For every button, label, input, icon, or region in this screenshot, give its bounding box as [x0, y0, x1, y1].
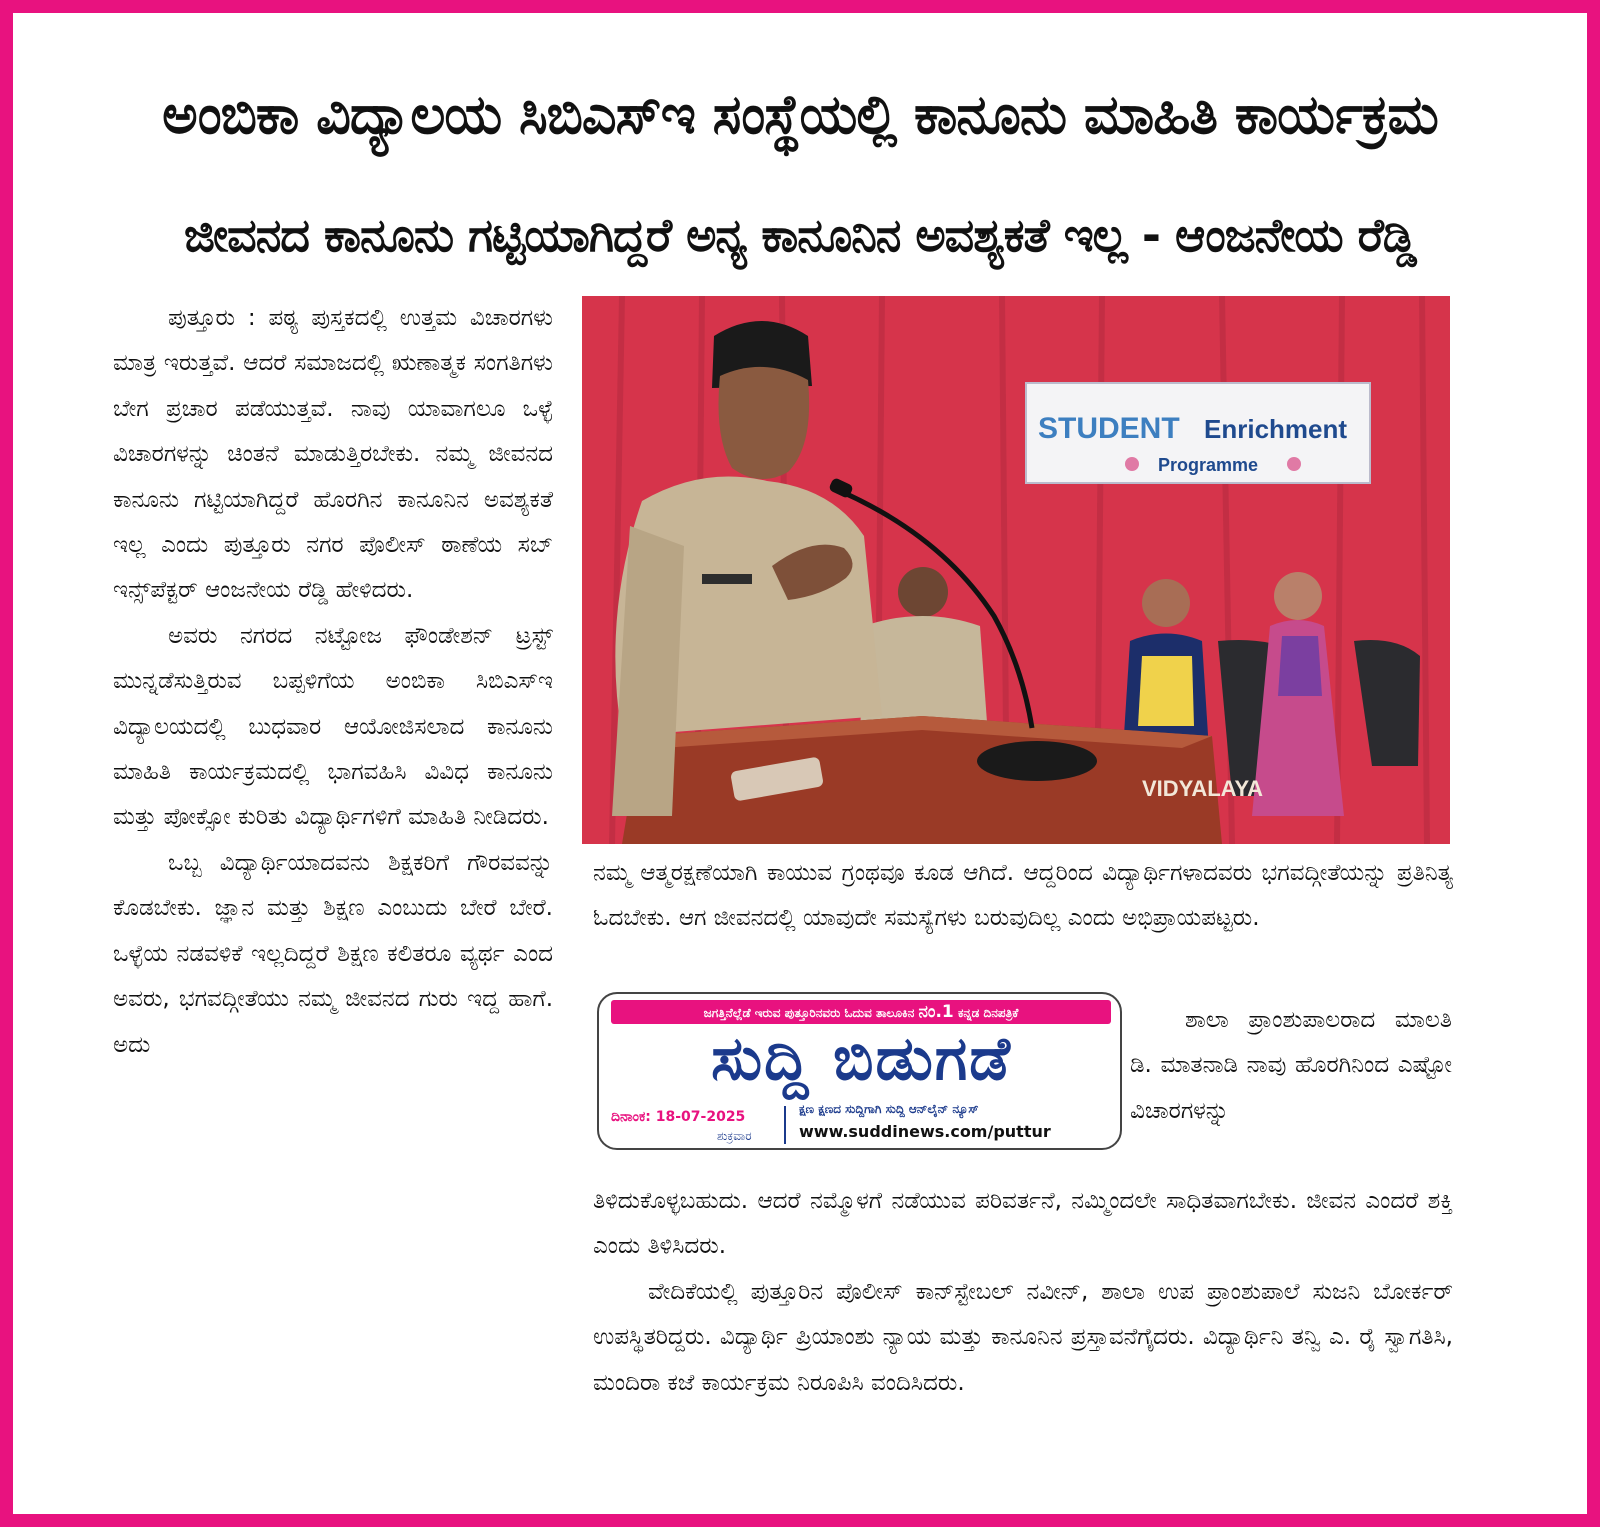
article-beside-logo	[1130, 998, 1452, 1134]
article-paragraph-6: ತಿಳಿದುಕೊಳ್ಳಬಹುದು. ಆದರೆ ನಮ್ಮೊಳಗೆ ನಡೆಯುವ ಪರಿವರ್ತನೆ, ನಮ್ಮಿಂದಲೇ ಸಾಧಿತವಾಗಬೇಕು. ಜೀವನ ಎಂದರೆ ಶಕ್ತಿ ಎಂದು ತಿಳಿಸಿದರು.	[593, 1188, 1453, 1260]
subheadline: ಜೀವನದ ಕಾನೂನು ಗಟ್ಟಿಯಾಗಿದ್ದರೆ ಅನ್ಯ ಕಾನೂನಿನ ಅವಶ್ಯಕತೆ ಇಲ್ಲ - ಆಂಜನೇಯ ರೆಡ್ಡಿ	[184, 208, 1416, 262]
logo-url: www.suddinews.com/puttur	[799, 1122, 1051, 1141]
logo-online-tag: ಕ್ಷಣ ಕ್ಷಣದ ಸುದ್ದಿಗಾಗಿ ಸುದ್ದಿ ಆನ್‌ಲೈನ್ ನ್ಯೂಸ್	[799, 1102, 979, 1116]
article-paragraph-2: ಅವರು ನಗರದ ನಟ್ಟೋಜ ಫೌಂಡೇಶನ್ ಟ್ರಸ್ಟ್ ಮುನ್ನಡೆಸುತ್ತಿರುವ ಬಪ್ಪಳಿಗೆಯ ಅಂಬಿಕಾ ಸಿಬಿಎಸ್‌ಇ ವಿದ್ಯಾಲಯದಲ್ಲಿ ಬುಧವಾರ ಆಯೋಜಿಸಲಾದ ಕಾನೂನು ಮಾಹಿತಿ ಕಾರ್ಯಕ್ರಮದಲ್ಲಿ ಭಾಗವಹಿಸಿ ವಿವಿಧ ಕಾನೂನು ಮತ್ತು ಪೋಕ್ಸೋ ಕುರಿತು ವಿದ್ಯಾರ್ಥಿಗಳಿಗೆ ಮಾಹಿತಿ ನೀಡಿದರು.	[113, 622, 553, 831]
newspaper-logo	[597, 992, 1122, 1150]
banner-text-enrichment: Enrichment	[1204, 414, 1348, 444]
podium-text: VIDYALAYA	[1142, 776, 1264, 801]
article-left-column	[113, 296, 553, 1068]
logo-tagline-post: ಕನ್ನಡ ದಿನಪತ್ರಿಕೆ	[957, 1006, 1019, 1020]
newspaper-clipping	[13, 13, 1587, 1514]
article-right-bottom	[593, 1179, 1453, 1406]
headline: ಅಂಬಿಕಾ ವಿದ್ಯಾಲಯ ಸಿಬಿಎಸ್‌ಇ ಸಂಸ್ಥೆಯಲ್ಲಿ ಕಾನೂನು ಮಾಹಿತಿ ಕಾರ್ಯಕ್ರಮ	[162, 83, 1438, 146]
logo-title: ಸುದ್ದಿ ಬಿಡುಗಡೆ	[711, 1024, 1012, 1094]
article-continuation	[593, 851, 1453, 942]
event-photo	[582, 296, 1450, 844]
banner-text-programme: Programme	[1158, 455, 1259, 475]
logo-date: ದಿನಾಂಕ: 18-07-2025	[611, 1109, 746, 1125]
article-paragraph-7: ವೇದಿಕೆಯಲ್ಲಿ ಪುತ್ತೂರಿನ ಪೊಲೀಸ್ ಕಾನ್‌ಸ್ಟೇಬಲ್ ನವೀನ್, ಶಾಲಾ ಉಪ ಪ್ರಾಂಶುಪಾಲೆ ಸುಜನಿ ಬೋರ್ಕರ್ ಉಪಸ್ಥಿತರಿದ್ದರು. ವಿದ್ಯಾರ್ಥಿ ಪ್ರಿಯಾಂಶು ನ್ಯಾಯ ಮತ್ತು ಕಾನೂನಿನ ಪ್ರಸ್ತಾವನೆಗೈದರು. ವಿದ್ಯಾರ್ಥಿನಿ ತನ್ವಿ ಎ. ರೈ ಸ್ವಾಗತಿಸಿ, ಮಂದಿರಾ ಕಜೆ ಕಾರ್ಯಕ್ರಮ ನಿರೂಪಿಸಿ ವಂದಿಸಿದರು.	[593, 1278, 1453, 1396]
logo-tagline-pre: ಜಗತ್ತಿನೆಲ್ಲೆಡೆ ಇರುವ ಪುತ್ತೂರಿನವರು ಓದುವ ತಾಲೂಕಿನ	[703, 1006, 915, 1020]
article-paragraph-4: ನಮ್ಮ ಆತ್ಮರಕ್ಷಣೆಯಾಗಿ ಕಾಯುವ ಗ್ರಂಥವೂ ಕೂಡ ಆಗಿದೆ. ಆದ್ದರಿಂದ ವಿದ್ಯಾರ್ಥಿಗಳಾದವರು ಭಗವದ್ಗೀತೆಯನ್ನು ಪ್ರತಿನಿತ್ಯ ಓದಬೇಕು. ಆಗ ಜೀವನದಲ್ಲಿ ಯಾವುದೇ ಸಮಸ್ಯೆಗಳು ಬರುವುದಿಲ್ಲ ಎಂದು ಅಭಿಪ್ರಾಯಪಟ್ಟರು.	[593, 860, 1453, 932]
logo-separator	[784, 1106, 786, 1144]
logo-day: ಶುಕ್ರವಾರ	[717, 1129, 752, 1143]
logo-tagline-no1: ನಂ.1	[918, 1002, 954, 1022]
article-paragraph-5: ಶಾಲಾ ಪ್ರಾಂಶುಪಾಲರಾದ ಮಾಲತಿ ಡಿ. ಮಾತನಾಡಿ ನಾವು ಹೊರಗಿನಿಂದ ಎಷ್ಟೋ ವಿಚಾರಗಳನ್ನು	[1130, 1007, 1452, 1124]
article-paragraph-3: ಒಬ್ಬ ವಿದ್ಯಾರ್ಥಿಯಾದವನು ಶಿಕ್ಷಕರಿಗೆ ಗೌರವವನ್ನು ಕೊಡಬೇಕು. ಜ್ಞಾನ ಮತ್ತು ಶಿಕ್ಷಣ ಎಂಬುದು ಬೇರೆ ಬೇರೆ. ಒಳ್ಳೆಯ ನಡವಳಿಕೆ ಇಲ್ಲದಿದ್ದರೆ ಶಿಕ್ಷಣ ಕಲಿತರೂ ವ್ಯರ್ಥ ಎಂದ ಅವರು, ಭಗವದ್ಗೀತೆಯು ನಮ್ಮ ಜೀವನದ ಗುರು ಇದ್ದ ಹಾಗೆ. ಅದು	[113, 849, 553, 1058]
logo-tagline	[611, 1000, 1111, 1024]
banner-text-student: STUDENT	[1038, 412, 1180, 445]
article-paragraph-1: ಪುತ್ತೂರು : ಪಠ್ಯ ಪುಸ್ತಕದಲ್ಲಿ ಉತ್ತಮ ವಿಚಾರಗಳು ಮಾತ್ರ ಇರುತ್ತವೆ. ಆದರೆ ಸಮಾಜದಲ್ಲಿ ಋಣಾತ್ಮಕ ಸಂಗತಿಗಳು ಬೇಗ ಪ್ರಚಾರ ಪಡೆಯುತ್ತವೆ. ನಾವು ಯಾವಾಗಲೂ ಒಳ್ಳೆ ವಿಚಾರಗಳನ್ನು ಚಿಂತನೆ ಮಾಡುತ್ತಿರಬೇಕು. ನಮ್ಮ ಜೀವನದ ಕಾನೂನು ಗಟ್ಟಿಯಾಗಿದ್ದರೆ ಹೊರಗಿನ ಕಾನೂನಿನ ಅವಶ್ಯಕತೆ ಇಲ್ಲ ಎಂದು ಪುತ್ತೂರು ನಗರ ಪೊಲೀಸ್ ಠಾಣೆಯ ಸಬ್ ಇನ್ಸ್‌ಪೆಕ್ಟರ್ ಆಂಜನೇಯ ರೆಡ್ಡಿ ಹೇಳಿದರು.	[113, 305, 553, 604]
